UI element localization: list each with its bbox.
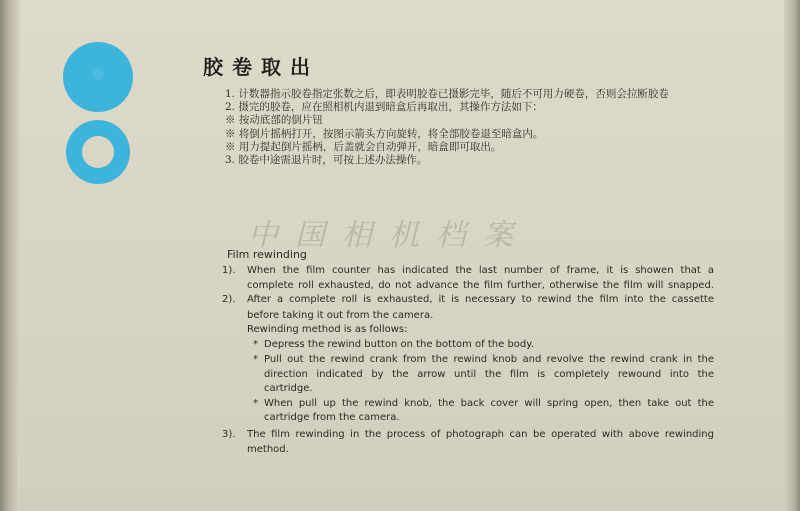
section-number-badge xyxy=(60,40,136,196)
english-text-line: complete roll exhausted, do not advance the film further, otherwise the film will snapped. xyxy=(247,280,714,291)
item-number: 2). xyxy=(222,294,236,305)
chinese-line: ※ 按动底部的倒片钮 xyxy=(225,114,323,127)
item-number: 3). xyxy=(222,429,236,440)
chinese-line: 3. 胶卷中途需退片时，可按上述办法操作。 xyxy=(225,154,428,167)
english-text-line: Rewinding method is as follows: xyxy=(247,324,408,335)
english-section-title: Film rewinding xyxy=(227,248,307,261)
page-gutter-shadow xyxy=(0,0,20,511)
english-bullet-text: cartridge from the camera. xyxy=(264,412,400,423)
archive-watermark: 中国相机档案 xyxy=(248,218,530,253)
item-number: 1). xyxy=(222,265,236,276)
english-bullet-text: Pull out the rewind crank from the rewind knob and revolve the rewind crank in the xyxy=(264,354,714,365)
page-edge-shadow xyxy=(784,0,800,511)
english-text-line: before taking it out from the camera. xyxy=(247,310,434,321)
english-bullet-text: direction indicated by the arrow until the film is completely rewound into the xyxy=(264,369,714,380)
english-bullet-text: cartridge. xyxy=(264,383,313,394)
chinese-line: ※ 将倒片摇柄打开，按图示箭头方向旋转，将全部胶卷退至暗盒内。 xyxy=(225,127,544,140)
chinese-line: ※ 用力提起倒片摇柄，后盖就会自动弹开，暗盒即可取出。 xyxy=(225,140,502,153)
chinese-line: 1. 计数器指示胶卷指定张数之后，即表明胶卷已摄影完毕，随后不可用力硬卷，否则会拉断胶卷 xyxy=(225,88,669,100)
english-text-line: After a complete roll is exhausted, it is necessary to rewind the film into the cassette xyxy=(247,294,714,305)
bullet-marker: * xyxy=(253,398,258,409)
english-text-line: method. xyxy=(247,444,289,455)
bullet-marker: * xyxy=(253,339,258,350)
english-text-line: The film rewinding in the process of photograph can be operated with above rewinding xyxy=(247,429,714,440)
chinese-section-title: 胶卷取出 xyxy=(203,55,319,79)
english-bullet-text: Depress the rewind button on the bottom of the body. xyxy=(264,339,534,350)
chinese-instructions xyxy=(225,88,725,167)
chinese-line: 2. 摄完的胶卷，应在照相机内退到暗盒后再取出，其操作方法如下： xyxy=(225,101,543,114)
bullet-marker: * xyxy=(253,354,258,365)
english-bullet-text: When pull up the rewind knob, the back cover will spring open, then take out the xyxy=(264,398,714,409)
english-text-line: When the film counter has indicated the last number of frame, it is showen that a xyxy=(247,265,714,276)
